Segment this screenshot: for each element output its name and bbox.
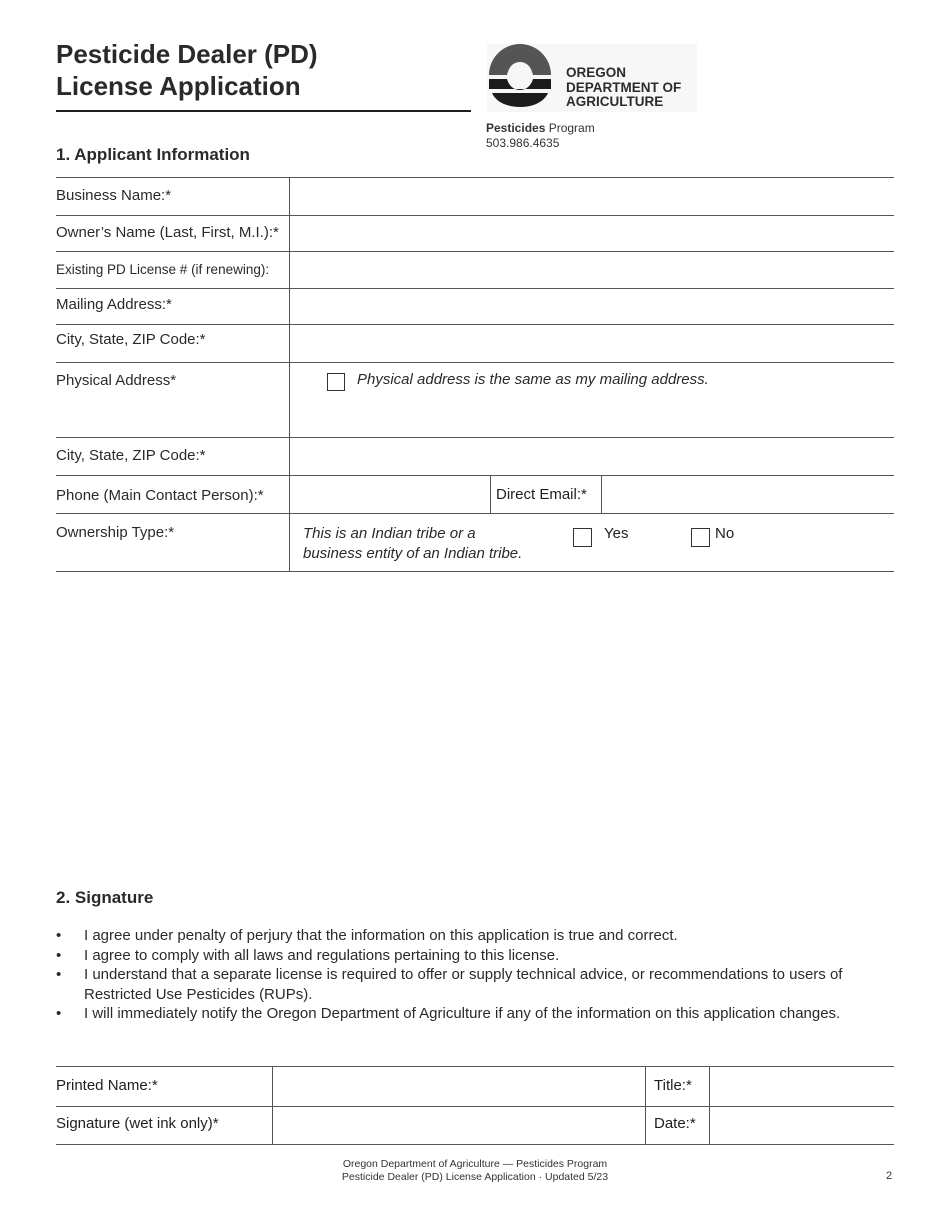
- row-ownership-type: [56, 514, 894, 572]
- program-name-bold: Pesticides: [486, 121, 546, 135]
- logo-line-3: AGRICULTURE: [566, 94, 664, 109]
- date-field[interactable]: [710, 1107, 894, 1144]
- direct-email-field[interactable]: [602, 476, 894, 513]
- physical-city-label: City, State, ZIP Code:*: [56, 438, 290, 475]
- logo-line-2: DEPARTMENT OF: [566, 79, 682, 95]
- tribe-text-line-1: This is an Indian tribe or a: [303, 525, 476, 542]
- owner-name-label: Owner’s Name (Last, First, M.I.):*: [56, 216, 290, 251]
- row-phone-email: [56, 476, 894, 514]
- phone-field[interactable]: [290, 476, 490, 513]
- same-address-checkbox[interactable]: [327, 373, 345, 391]
- physical-city-field[interactable]: [290, 438, 894, 475]
- page-footer: [0, 1158, 950, 1184]
- mailing-address-field[interactable]: [290, 289, 894, 324]
- physical-address-label: Physical Address*: [56, 363, 290, 437]
- physical-address-field[interactable]: [290, 363, 894, 437]
- mailing-city-label: City, State, ZIP Code:*: [56, 325, 290, 362]
- business-name-field[interactable]: [290, 178, 894, 215]
- row-physical-city: [56, 438, 894, 476]
- title-line-1: Pesticide Dealer (PD): [56, 39, 318, 69]
- row-owner-name: [56, 216, 894, 252]
- section-1-heading: 1. Applicant Information: [56, 145, 250, 164]
- mailing-address-label: Mailing Address:*: [56, 289, 290, 324]
- program-info: [486, 121, 595, 151]
- section-2-heading: 2. Signature: [56, 888, 154, 907]
- business-name-label: Business Name:*: [56, 178, 290, 215]
- mailing-city-field[interactable]: [290, 325, 894, 362]
- direct-email-label: Direct Email:*: [496, 486, 587, 503]
- program-name-rest: Program: [545, 121, 595, 135]
- printed-name-label: Printed Name:*: [56, 1067, 273, 1106]
- agreement-item: • I agree under penalty of perjury that the information on this application is true and correct.: [56, 926, 886, 946]
- footer-line-1: Oregon Department of Agriculture — Pesticides Program: [342, 1158, 608, 1170]
- same-address-text: Physical address is the same as my mailing address.: [357, 371, 709, 388]
- title-line-2: License Application: [56, 71, 301, 101]
- date-label: Date:*: [645, 1107, 710, 1144]
- existing-license-field[interactable]: [290, 252, 894, 288]
- page-number: 2: [886, 1170, 893, 1182]
- logo-line-1: OREGON: [566, 65, 627, 80]
- printed-name-field[interactable]: [273, 1067, 645, 1106]
- row-physical-address: [56, 363, 894, 438]
- ownership-type-field: [290, 514, 894, 571]
- agreement-list: [56, 926, 886, 1024]
- program-phone: 503.986.4635: [486, 136, 560, 150]
- title-field[interactable]: [710, 1067, 894, 1106]
- tribe-text-line-2: business entity of an Indian tribe.: [303, 545, 523, 562]
- applicant-info-table: [56, 177, 894, 572]
- yes-label: Yes: [604, 525, 629, 542]
- owner-name-field[interactable]: [290, 216, 894, 251]
- row-existing-license: [56, 252, 894, 289]
- signature-label: Signature (wet ink only)*: [56, 1107, 273, 1144]
- logo-wordmark: [566, 66, 681, 110]
- footer-line-2: Pesticide Dealer (PD) License Application · Updated 5/23: [341, 1171, 609, 1183]
- agreement-item: • I understand that a separate license is required to offer or supply technical advice, or recommendations to users of Restricted Use Pesticides (RUPs).: [56, 965, 886, 1004]
- row-signature: [56, 1107, 894, 1145]
- title-label: Title:*: [645, 1067, 710, 1106]
- existing-license-label: Existing PD License # (if renewing):: [56, 252, 290, 288]
- no-label: No: [715, 525, 735, 542]
- title-divider: [56, 110, 471, 112]
- signature-field[interactable]: [273, 1107, 645, 1144]
- tribe-description: [303, 524, 522, 564]
- row-mailing-address: [56, 289, 894, 325]
- row-printed-name: [56, 1067, 894, 1107]
- row-business-name: [56, 178, 894, 216]
- phone-email-divider: [490, 476, 491, 513]
- no-checkbox[interactable]: [691, 528, 710, 547]
- ownership-type-label: Ownership Type:*: [56, 514, 290, 571]
- row-mailing-city: [56, 325, 894, 363]
- agreement-item: • I will immediately notify the Oregon Department of Agriculture if any of the information on this application changes.: [56, 1004, 886, 1024]
- agreement-item: • I agree to comply with all laws and regulations pertaining to this license.: [56, 946, 886, 966]
- yes-checkbox[interactable]: [573, 528, 592, 547]
- signature-table: [56, 1066, 894, 1145]
- page-title: [56, 38, 318, 102]
- phone-label: Phone (Main Contact Person):*: [56, 476, 290, 513]
